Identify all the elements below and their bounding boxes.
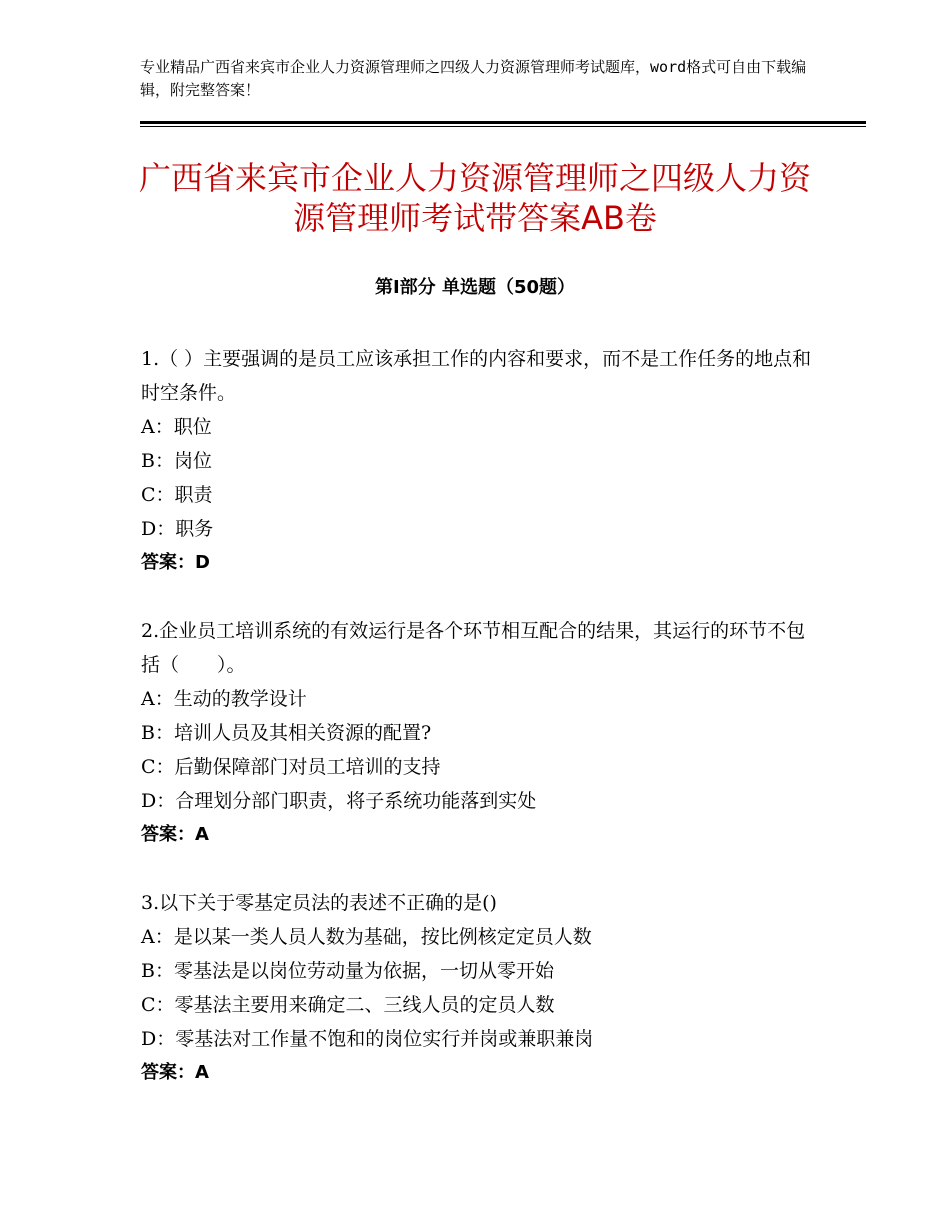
option-b: B：岗位 bbox=[141, 450, 212, 472]
question-stem: 3.以下关于零基定员法的表述不正确的是() bbox=[141, 892, 497, 914]
question-2 bbox=[141, 614, 821, 852]
option-a: A：职位 bbox=[141, 416, 212, 438]
option-d: D：零基法对工作量不饱和的岗位实行并岗或兼职兼岗 bbox=[141, 1028, 594, 1050]
section-heading: 第Ⅰ部分 单选题（50题） bbox=[374, 277, 575, 298]
document-title: 广西省来宾市企业人力资源管理师之四级人力资源管理师考试带答案AB卷 bbox=[138, 159, 811, 237]
header-note: 专业精品广西省来宾市企业人力资源管理师之四级人力资源管理师考试题库，word格式可自由下载编辑，附完整答案！ bbox=[140, 58, 807, 99]
option-a: A：是以某一类人员人数为基础，按比例核定定员人数 bbox=[141, 926, 592, 948]
question-stem: 2.企业员工培训系统的有效运行是各个环节相互配合的结果，其运行的环节不包括（ ）。 bbox=[141, 620, 806, 676]
option-c: C：后勤保障部门对员工培训的支持 bbox=[141, 756, 441, 778]
option-a: A：生动的教学设计 bbox=[141, 688, 307, 710]
option-b: B：零基法是以岗位劳动量为依据，一切从零开始 bbox=[141, 960, 554, 982]
option-d: D：职务 bbox=[141, 518, 214, 540]
answer: 答案：A bbox=[141, 824, 209, 845]
option-c: C：职责 bbox=[141, 484, 213, 506]
answer: 答案：D bbox=[141, 552, 210, 573]
header-rule-thick bbox=[140, 121, 866, 124]
question-1 bbox=[141, 342, 821, 580]
option-b: B：培训人员及其相关资源的配置? bbox=[141, 722, 432, 744]
header-rule-thin bbox=[140, 126, 866, 127]
question-3 bbox=[141, 886, 821, 1090]
answer: 答案：A bbox=[141, 1062, 209, 1083]
option-c: C：零基法主要用来确定二、三线人员的定员人数 bbox=[141, 994, 555, 1016]
question-stem: 1.（ ）主要强调的是员工应该承担工作的内容和要求，而不是工作任务的地点和时空条件。 bbox=[141, 348, 812, 404]
option-d: D：合理划分部门职责，将子系统功能落到实处 bbox=[141, 790, 537, 812]
